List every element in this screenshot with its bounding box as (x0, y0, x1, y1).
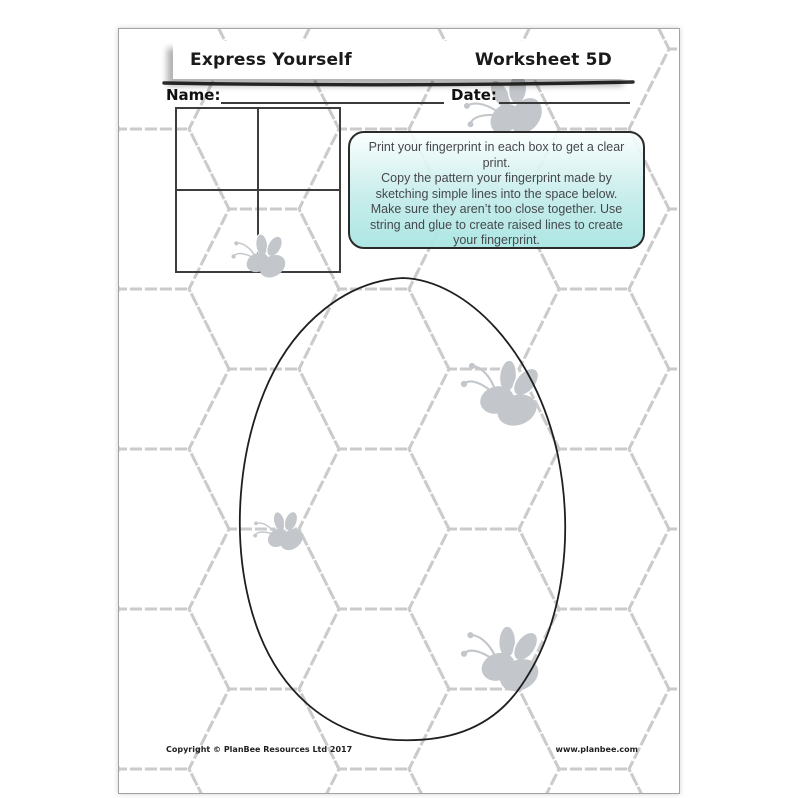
name-label: Name: (166, 86, 221, 104)
bee-icon (228, 229, 293, 288)
name-field (221, 86, 444, 104)
bee-icon (248, 504, 311, 563)
worksheet-page (118, 28, 680, 794)
page-title: Express Yourself (190, 50, 352, 70)
header-bar (173, 41, 629, 79)
website-link: www.planbee.com (555, 745, 638, 754)
header-underline (164, 82, 633, 85)
date-label: Date: (451, 86, 497, 104)
instruction-box (348, 131, 645, 249)
worksheet-number: Worksheet 5D (474, 50, 612, 70)
copyright-text: Copyright © PlanBee Resources Ltd 2017 (166, 745, 353, 754)
instruction-line-2: Copy the pattern your fingerprint made by sketching simple lines into the space below. Make sure they aren’t too close together. Use string and glue to create raised lines to create your fingerprint. (370, 171, 623, 247)
instruction-line-1: Print your fingerprint in each box to get a clear print. (368, 140, 625, 170)
date-field (499, 86, 630, 104)
name-date-row (119, 86, 679, 106)
